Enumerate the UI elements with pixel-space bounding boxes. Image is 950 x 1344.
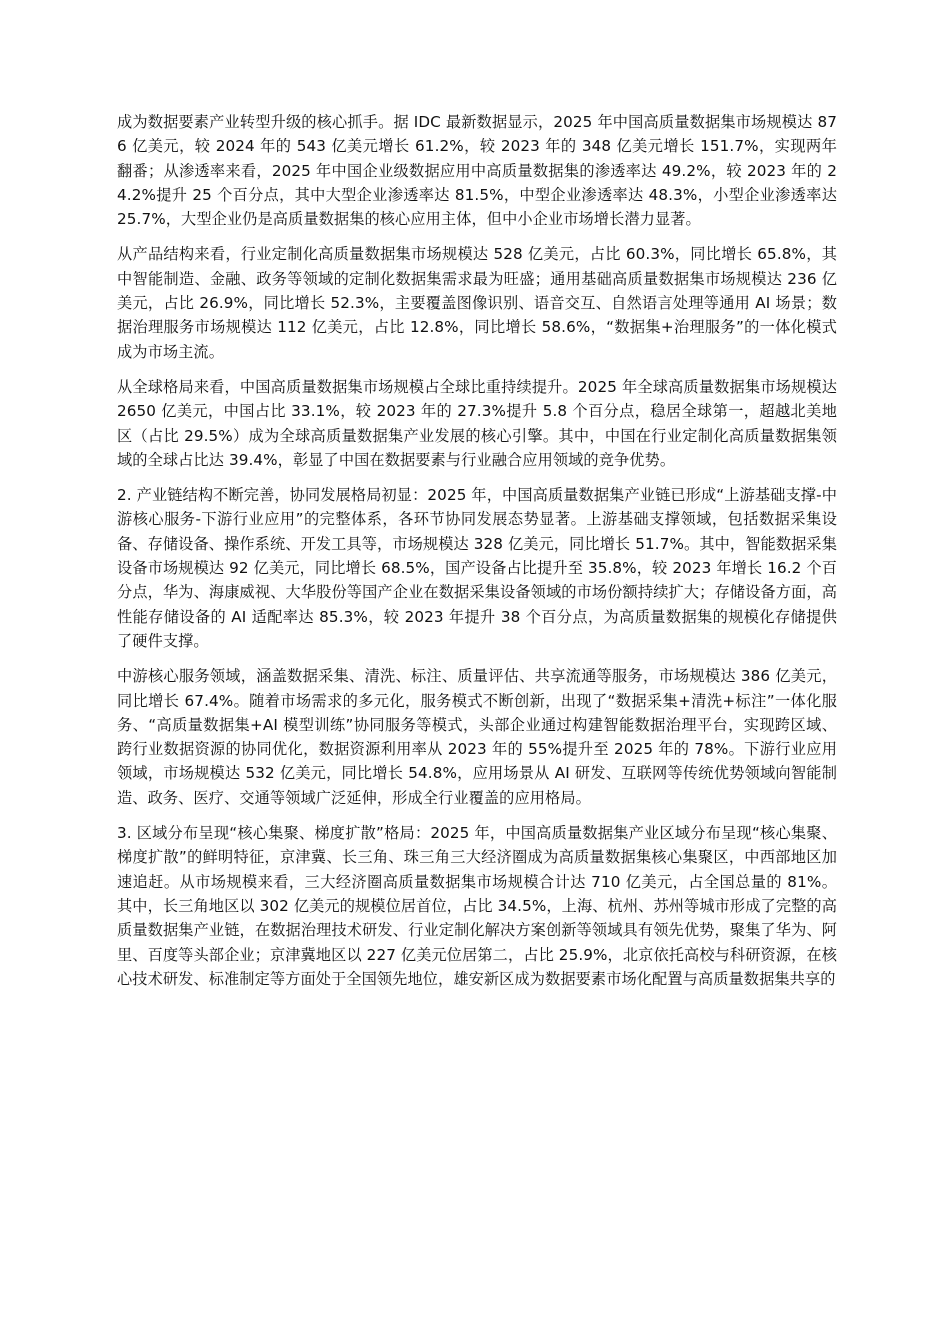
paragraph-industry-chain: 2. 产业链结构不断完善，协同发展格局初显：2025 年，中国高质量数据集产业链已形成“上游基础支撑-中游核心服务-下游行业应用”的完整体系，各环节协同发展态势显著。上游基础支撑领域，包括数据采集设备、存储设备、操作系统、开发工具等，市场规模达 328 亿美元，同比增长 51.7%。其中，智能数据采集设备市场规模达 92 亿美元，同比增长 68.5%，国产设备占比提升至 35.8%，较 2023 年增长 16.2 个百分点，华为、海康威视、大华股份等国产企业在数据采集设备领域的市场份额持续扩大；存储设备方面，高性能存储设备的 AI 适配率达 85.3%，较 2023 年提升 38 个百分点，为高质量数据集的规模化存储提供了硬件支撑。 <box>117 486 837 650</box>
paragraph-midstream-downstream: 中游核心服务领域，涵盖数据采集、清洗、标注、质量评估、共享流通等服务，市场规模达 386 亿美元，同比增长 67.4%。随着市场需求的多元化，服务模式不断创新，出现了“数据采集+清洗+标注”一体化服务、“高质量数据集+AI 模型训练”协同服务等模式，头部企业通过构建智能数据治理平台，实现跨区域、跨行业数据资源的协同优化，数据资源利用率从 2023 年的 55%提升至 2025 年的 78%。下游行业应用领域，市场规模达 532 亿美元，同比增长 54.8%，应用场景从 AI 研发、互联网等传统优势领域向智能制造、政务、医疗、交通等领域广泛延伸，形成全行业覆盖的应用格局。 <box>117 667 837 807</box>
paragraph-regional-distribution: 3. 区域分布呈现“核心集聚、梯度扩散”格局：2025 年，中国高质量数据集产业区域分布呈现“核心集聚、梯度扩散”的鲜明特征，京津冀、长三角、珠三角三大经济圈成为高质量数据集核心集聚区，中西部地区加速追赶。从市场规模来看，三大经济圈高质量数据集市场规模合计达 710 亿美元，占全国总量的 81%。其中，长三角地区以 302 亿美元的规模位居首位，占比 34.5%，上海、杭州、苏州等城市形成了完整的高质量数据集产业链，在数据治理技术研发、行业定制化解决方案创新等领域具有领先优势，聚集了华为、阿里、百度等头部企业；京津冀地区以 227 亿美元位居第二，占比 25.9%，北京依托高校与科研资源，在核心技术研发、标准制定等方面处于全国领先地位，雄安新区成为数据要素市场化配置与高质量数据集共享的 <box>117 824 837 988</box>
document-page <box>117 110 837 1002</box>
paragraph-global-landscape: 从全球格局来看，中国高质量数据集市场规模占全球比重持续提升。2025 年全球高质量数据集市场规模达 2650 亿美元，中国占比 33.1%，较 2023 年的 27.3%提升 5.8 个百分点，稳居全球第一，超越北美地区（占比 29.5%）成为全球高质量数据集产业发展的核心引擎。其中，中国在行业定制化高质量数据集领域的全球占比达 39.4%，彰显了中国在数据要素与行业融合应用领域的竞争优势。 <box>117 377 837 469</box>
paragraph-market-size: 成为数据要素产业转型升级的核心抓手。据 IDC 最新数据显示，2025 年中国高质量数据集市场规模达 876 亿美元，较 2024 年的 543 亿美元增长 61.2%，较 2023 年的 348 亿美元增长 151.7%，实现两年翻番；从渗透率来看，2025 年中国企业级数据应用中高质量数据集的渗透率达 49.2%，较 2023 年的 24.2%提升 25 个百分点，其中大型企业渗透率达 81.5%，中型企业渗透率达 48.3%，小型企业渗透率达 25.7%，大型企业仍是高质量数据集的核心应用主体，但中小企业市场增长潜力显著。 <box>117 113 837 229</box>
paragraph-product-structure: 从产品结构来看，行业定制化高质量数据集市场规模达 528 亿美元，占比 60.3%，同比增长 65.8%，其中智能制造、金融、政务等领域的定制化数据集需求最为旺盛；通用基础高质量数据集市场规模达 236 亿美元，占比 26.9%，同比增长 52.3%，主要覆盖图像识别、语音交互、自然语言处理等通用 AI 场景；数据治理服务市场规模达 112 亿美元，占比 12.8%，同比增长 58.6%，“数据集+治理服务”的一体化模式成为市场主流。 <box>117 245 837 361</box>
